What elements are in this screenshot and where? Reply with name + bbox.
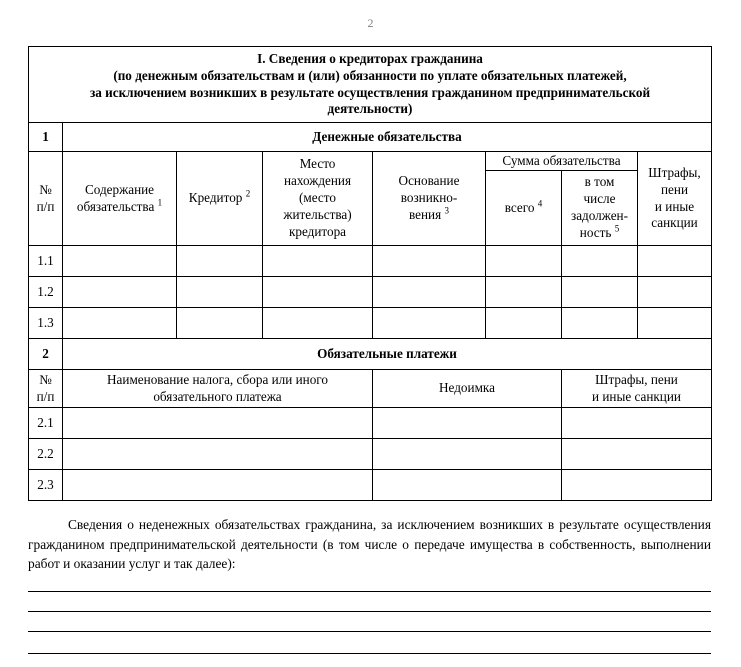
location-cell[interactable] xyxy=(263,308,373,339)
basis-cell[interactable] xyxy=(373,277,486,308)
t2-header-fines-line-1: Штрафы, пени xyxy=(595,371,678,387)
row-number: 2.1 xyxy=(29,408,63,439)
section-title-line-4: деятельности) xyxy=(327,101,413,117)
tax-name-cell[interactable] xyxy=(63,439,373,470)
table1-number: 1 xyxy=(29,123,63,152)
t1-header-location xyxy=(263,152,373,246)
t2-header-name-line-2: обязательного платежа xyxy=(153,388,282,404)
non-monetary-note-text: Сведения о неденежных обязательствах гражданина, за исключением возникших в результате осуществления гражданином предпринимательской деятельности (в том числе о передаче имущества в собственность, выполнении работ и оказании услуг и так далее): xyxy=(28,517,711,571)
content-cell[interactable] xyxy=(63,308,177,339)
t1-header-basis-footnote: 3 xyxy=(444,205,449,216)
t2-header-fines-line-2: и иные санкции xyxy=(592,388,681,404)
t1-header-total-footnote: 4 xyxy=(537,198,543,209)
t1-header-total-label: всего xyxy=(504,199,535,215)
total-cell[interactable] xyxy=(486,277,562,308)
t2-header-fines xyxy=(562,370,712,408)
tax-name-cell[interactable] xyxy=(63,470,373,501)
t1-header-content-footnote: 1 xyxy=(157,197,163,208)
creditor-cell[interactable] xyxy=(177,277,263,308)
section-title-line-1: I. Сведения о кредиторах гражданина xyxy=(257,50,483,66)
t1-header-arrears-footnote: 5 xyxy=(614,223,620,234)
table-row xyxy=(29,277,712,308)
t1-header-num-line-1: № xyxy=(39,181,52,197)
fines-cell[interactable] xyxy=(562,408,712,439)
t1-header-arrears-line-4: ность xyxy=(579,224,612,240)
t1-header-creditor-footnote: 2 xyxy=(245,188,251,199)
content-cell[interactable] xyxy=(63,277,177,308)
t2-header-name xyxy=(63,370,373,408)
total-cell[interactable] xyxy=(486,246,562,277)
content-cell[interactable] xyxy=(63,246,177,277)
row-number: 2.2 xyxy=(29,439,63,470)
t1-header-location-line-5: кредитора xyxy=(288,223,347,239)
t1-header-fines xyxy=(638,152,712,246)
section-title xyxy=(29,47,712,123)
t1-header-location-line-3: (место xyxy=(299,190,336,206)
basis-cell[interactable] xyxy=(373,308,486,339)
t1-header-fines-line-3: и иные xyxy=(654,198,695,214)
basis-cell[interactable] xyxy=(373,246,486,277)
creditors-table xyxy=(28,46,712,501)
fines-cell[interactable] xyxy=(638,246,712,277)
tax-name-cell[interactable] xyxy=(63,408,373,439)
t1-header-content xyxy=(63,152,177,246)
arrears-cell[interactable] xyxy=(562,246,638,277)
table2-title: Обязательные платежи xyxy=(63,339,712,370)
table1-title: Денежные обязательства xyxy=(63,123,712,152)
fines-cell[interactable] xyxy=(638,308,712,339)
t2-header-num xyxy=(29,370,63,408)
section-title-line-2: (по денежным обязательствам и (или) обязанности по уплате обязательных платежей, xyxy=(113,67,627,83)
t1-header-location-line-2: нахождения xyxy=(283,173,352,189)
fill-line[interactable] xyxy=(28,611,711,612)
fill-line[interactable] xyxy=(28,591,711,592)
t1-header-fines-line-1: Штрафы, xyxy=(648,164,701,180)
table-row xyxy=(29,439,712,470)
t1-header-basis-line-2: возникно- xyxy=(400,190,458,206)
t1-header-basis-line-1: Основание xyxy=(398,173,460,189)
t1-header-arrears xyxy=(562,171,638,246)
location-cell[interactable] xyxy=(263,246,373,277)
t1-header-basis xyxy=(373,152,486,246)
t1-header-fines-line-4: санкции xyxy=(651,215,698,231)
arrears-cell[interactable] xyxy=(562,277,638,308)
arrears-cell[interactable] xyxy=(373,439,562,470)
table2-number: 2 xyxy=(29,339,63,370)
t2-header-num-line-2: п/п xyxy=(36,388,55,404)
t1-header-location-line-1: Место xyxy=(299,156,336,172)
t1-header-fines-line-2: пени xyxy=(660,181,689,197)
t1-header-content-label: Содержание обязательства xyxy=(76,181,155,214)
total-cell[interactable] xyxy=(486,308,562,339)
t1-header-location-line-4: жительства) xyxy=(283,206,352,222)
creditor-cell[interactable] xyxy=(177,308,263,339)
t2-header-name-line-1: Наименование налога, сбора или иного xyxy=(107,371,328,387)
non-monetary-note xyxy=(28,515,711,574)
fines-cell[interactable] xyxy=(638,277,712,308)
t1-header-total xyxy=(486,171,562,246)
t1-header-basis-line-3: вения xyxy=(409,206,442,222)
arrears-cell[interactable] xyxy=(373,470,562,501)
table-row xyxy=(29,470,712,501)
fines-cell[interactable] xyxy=(562,439,712,470)
creditor-cell[interactable] xyxy=(177,246,263,277)
page-number: 2 xyxy=(367,16,374,30)
table-row xyxy=(29,246,712,277)
arrears-cell[interactable] xyxy=(373,408,562,439)
t1-header-creditor xyxy=(177,152,263,246)
table-row xyxy=(29,308,712,339)
t1-header-num xyxy=(29,152,63,246)
t1-header-arrears-line-1: в том xyxy=(584,174,615,190)
fill-line[interactable] xyxy=(28,653,711,654)
t1-header-arrears-line-3: задолжен- xyxy=(570,208,628,223)
t2-header-arrears: Недоимка xyxy=(373,370,562,408)
fines-cell[interactable] xyxy=(562,470,712,501)
row-number: 1.2 xyxy=(29,277,63,308)
row-number: 1.1 xyxy=(29,246,63,277)
section-title-line-3: за исключением возникших в результате осуществления гражданином предпринимательской xyxy=(89,84,651,100)
fill-line[interactable] xyxy=(28,631,711,632)
t1-header-arrears-line-2: числе xyxy=(583,191,616,207)
location-cell[interactable] xyxy=(263,277,373,308)
row-number: 2.3 xyxy=(29,470,63,501)
t1-header-creditor-label: Кредитор xyxy=(188,190,243,206)
arrears-cell[interactable] xyxy=(562,308,638,339)
t2-header-num-line-1: № xyxy=(39,371,52,387)
table-row xyxy=(29,408,712,439)
row-number: 1.3 xyxy=(29,308,63,339)
t1-header-sum-group: Сумма обязательства xyxy=(486,152,638,171)
t1-header-num-line-2: п/п xyxy=(36,198,55,214)
